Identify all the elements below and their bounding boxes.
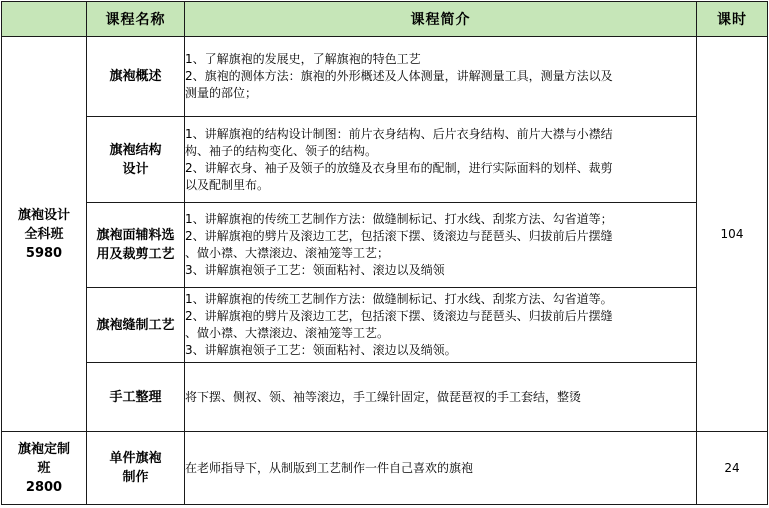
table-row <box>2 117 768 203</box>
table-row <box>2 37 768 117</box>
class-name-line: 旗袍设计 <box>17 207 70 223</box>
course-name-line: 单件旗袍 <box>109 451 162 466</box>
course-intro <box>185 203 697 288</box>
header-hours: 课时 <box>697 2 768 37</box>
course-name-line: 旗袍结构 <box>109 142 162 158</box>
intro-line: 以及配制里布。 <box>185 177 270 192</box>
intro-line: 3、讲解旗袍领子工艺：领面粘衬、滚边以及绱领。 <box>185 343 457 357</box>
header-class-cell <box>2 2 87 37</box>
course-name <box>87 37 185 117</box>
intro-line: 2、讲解衣身、袖子及领子的放缝及衣身里布的配制，进行实际面料的划样、裁剪 <box>185 160 613 175</box>
course-name-line: 设计 <box>122 161 149 177</box>
course-name-line: 制作 <box>122 470 149 485</box>
header-course-intro: 课程简介 <box>185 2 697 37</box>
course-name-line: 旗袍概述 <box>109 69 162 84</box>
class-name-cell <box>2 37 87 432</box>
intro-line: 1、讲解旗袍的传统工艺制作方法：做缝制标记、打水线、刮浆方法、勾省道等； <box>185 212 613 226</box>
intro-line: 3、讲解旗袍领子工艺：领面粘衬、滚边以及绱领 <box>185 263 445 277</box>
intro-line: 、做小襟、大襟滚边、滚袖笼等工艺； <box>185 246 390 260</box>
header-row <box>2 2 768 37</box>
course-name <box>87 203 185 288</box>
intro-line: 、做小襟、大襟滚边、滚袖笼等工艺。 <box>185 326 390 340</box>
intro-line: 测量的部位； <box>185 86 258 100</box>
class-name-line: 全科班 <box>24 226 64 242</box>
class-name-line: 班 <box>37 460 51 476</box>
intro-line: 2、讲解旗袍的劈片及滚边工艺，包括滚下摆、烫滚边与琵琶头、归拔前后片摆缝 <box>185 229 613 243</box>
intro-line: 构、袖子的结构变化、领子的结构。 <box>185 143 378 158</box>
course-intro <box>185 363 697 432</box>
course-intro <box>185 117 697 203</box>
intro-line: 在老师指导下，从制版到工艺制作一件自己喜欢的旗袍 <box>185 460 474 475</box>
intro-line: 将下摆、侧衩、领、袖等滚边，手工缲针固定，做琵琶衩的手工套结，整烫 <box>185 389 582 404</box>
table-row <box>2 288 768 363</box>
header-course-name: 课程名称 <box>87 2 185 37</box>
class-hours: 24 <box>697 432 768 505</box>
course-name <box>87 288 185 363</box>
table-row <box>2 363 768 432</box>
course-name <box>87 432 185 505</box>
course-intro <box>185 288 697 363</box>
class-price: 2800 <box>25 479 63 495</box>
intro-line: 1、了解旗袍的发展史，了解旗袍的特色工艺 <box>185 52 421 66</box>
table-row <box>2 203 768 288</box>
intro-line: 2、讲解旗袍的劈片及滚边工艺，包括滚下摆、烫滚边与琵琶头、归拔前后片摆缝 <box>185 309 613 323</box>
course-table <box>1 1 768 505</box>
table-row <box>2 432 768 505</box>
course-name-line: 手工整理 <box>109 389 162 405</box>
course-name-line: 旗袍面辅料选 <box>96 228 175 243</box>
intro-line: 1、讲解旗袍的传统工艺制作方法：做缝制标记、打水线、刮浆方法、勾省道等。 <box>185 292 613 306</box>
course-name-line: 旗袍缝制工艺 <box>96 317 175 333</box>
course-intro <box>185 432 697 505</box>
class-hours: 104 <box>697 37 768 432</box>
intro-line: 2、旗袍的测体方法：旗袍的外形概述及人体测量，讲解测量工具，测量方法以及 <box>185 69 613 83</box>
class-name-line: 旗袍定制 <box>17 441 70 457</box>
course-name-line: 用及裁剪工艺 <box>96 247 175 262</box>
course-intro <box>185 37 697 117</box>
intro-line: 1、讲解旗袍的结构设计制图：前片衣身结构、后片衣身结构、前片大襟与小襟结 <box>185 126 613 141</box>
class-price: 5980 <box>25 245 63 261</box>
course-name <box>87 117 185 203</box>
course-name <box>87 363 185 432</box>
class-name-cell <box>2 432 87 505</box>
